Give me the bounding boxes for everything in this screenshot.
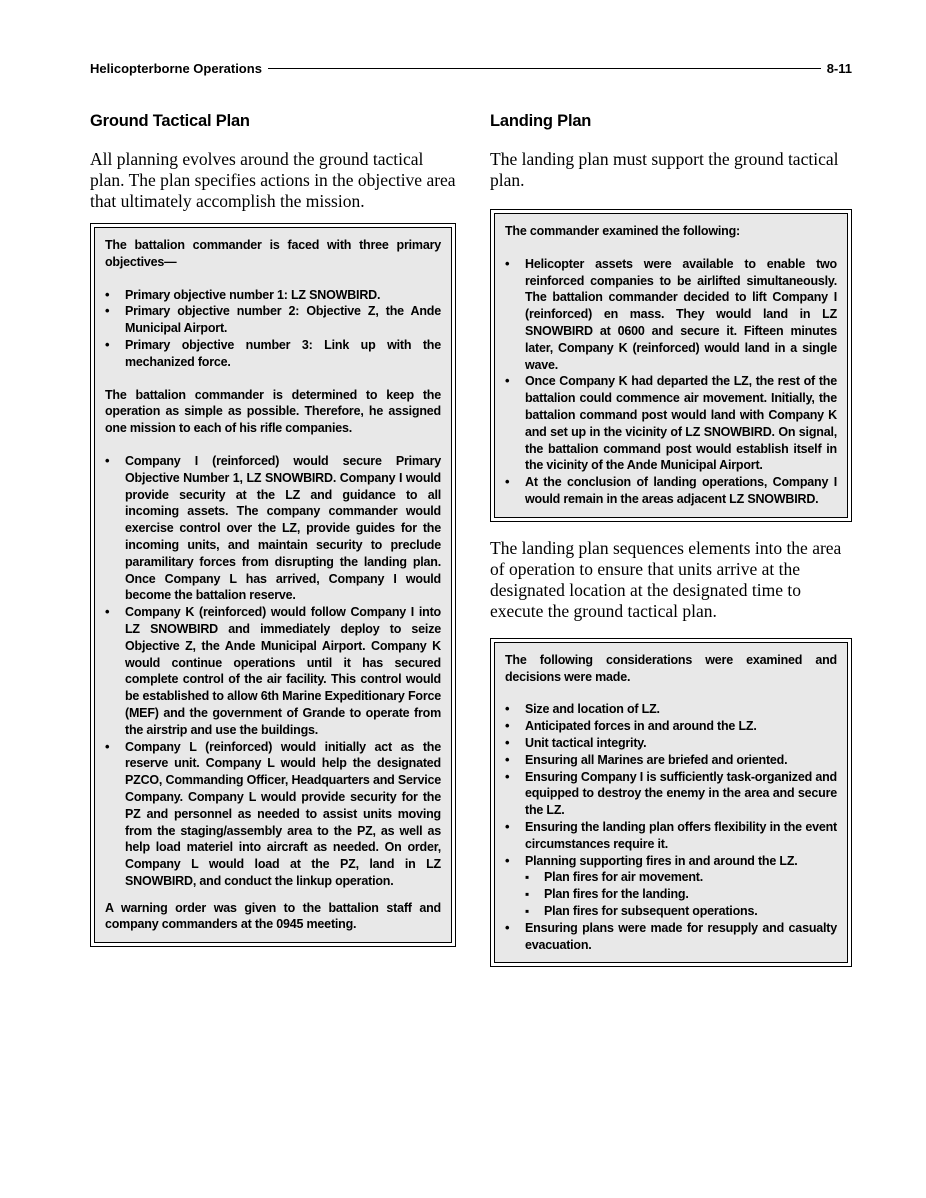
battalion-objectives-box [90,223,456,947]
list-item: • Anticipated forces in and around the LZ. [505,718,837,735]
list-item: • Primary objective number 3: Link up with the mechanized force. [105,337,441,371]
list-item: • Primary objective number 1: LZ SNOWBIRD. [105,287,441,304]
list-item: • Company K (reinforced) would follow Company I into LZ SNOWBIRD and immediately deploy to seize Objective Z, the Ande Municipal Airport. Company K would continue operations until it has secured complete control of the air facility. This control would be established to allow 6th Marine Expeditionary Force (MEF) and the government of Grande to operate from the airstrip and use the buildings. [105,604,441,738]
list-item: • Ensuring Company I is sufficiently task-organized and equipped to destroy the enemy in the area and secure the LZ. [505,769,837,819]
page-number: 8-11 [826,60,852,76]
considerations-box-inner [494,642,848,964]
list-item [505,853,837,920]
objectives-lead: The battalion commander is faced with three primary objectives— [105,238,441,269]
objectives-list [105,287,441,371]
considerations-lead: The following considerations were examined and decisions were made. [505,652,837,684]
header-rule [268,68,821,69]
list-item: • Company I (reinforced) would secure Primary Objective Number 1, LZ SNOWBIRD. Company I would provide security at the LZ and guidance to all incoming assets. The company commander would exercise control over the LZ, provide guides for the incoming units, and maintain security to preclude paramilitary forces from disrupting the landing plan. Once Company L has arrived, Company I would become the battalion reserve. [105,453,441,604]
list-item: • Size and location of LZ. [505,701,837,718]
company-missions-list [105,453,441,890]
list-item: • Ensuring plans were made for resupply and casualty evacuation. [505,920,837,954]
running-header [90,58,852,78]
list-item: • Company L (reinforced) would initially act as the reserve unit. Company L would help the designated PZCO, Commanding Officer, Headquarters and Service Company. Company L would provide security for the PZ and personnel as needed to assist units moving from the staging/assembly area to the PZ, as well as help load materiel into aircraft as needed. On order, Company L would load at the PZ, land in LZ SNOWBIRD, and conduct the linkup operation. [105,739,441,890]
sub-list-item: ▪ Plan fires for subsequent operations. [525,903,837,920]
left-column [90,112,456,947]
considerations-box [490,638,852,968]
list-item: • Once Company K had departed the LZ, the rest of the battalion could commence air movement. Initially, the battalion command post would land with Company K and set up in the vicinity of LZ SNOWBIRD. On signal, the battalion command post would establish itself in the vicinity of the Ande Municipal Airport. [505,373,837,474]
sub-list-item: ▪ Plan fires for air movement. [525,869,837,886]
right-column [490,112,852,967]
commander-examined-box-inner [494,213,848,518]
list-item: • Primary objective number 2: Objective Z, the Ande Municipal Airport. [105,303,441,337]
warning-order-text: A warning order was given to the battalion staff and company commanders at the 0945 meeting. [105,900,441,932]
sub-list-item: ▪ Plan fires for the landing. [525,886,837,903]
considerations-list [505,701,837,953]
list-item: • Ensuring the landing plan offers flexibility in the event circumstances require it. [505,819,837,853]
commander-examined-box [490,209,852,522]
battalion-objectives-box-inner [94,227,452,943]
header-title: Helicopterborne Operations [90,60,262,76]
examined-lead: The commander examined the following: [505,224,740,238]
landing-plan-intro: The landing plan must support the ground tactical plan. [490,149,839,190]
ground-tactical-plan-heading: Ground Tactical Plan [90,112,250,130]
list-item-text: Planning supporting fires in and around the LZ. [525,853,798,868]
list-item: • At the conclusion of landing operations, Company I would remain in the areas adjacent LZ SNOWBIRD. [505,474,837,508]
landing-plan-heading: Landing Plan [490,112,592,130]
mission-assignment-text: The battalion commander is determined to keep the operation as simple as possible. Therefore, he assigned one mission to each of his rifle companies. [105,387,441,436]
list-item: • Unit tactical integrity. [505,735,837,752]
list-item: • Helicopter assets were available to enable two reinforced companies to be airlifted simultaneously. The battalion commander decided to lift Company I (reinforced) en mass. They would land in LZ SNOWBIRD at 0600 and secure it. Fifteen minutes later, Company K (reinforced) would land in a single wave. [505,256,837,374]
examined-list [505,256,837,508]
ground-tactical-plan-intro: All planning evolves around the ground tactical plan. The plan specifies actions in the objective area that ultimately accomplish the mission. [90,149,456,211]
list-item: • Ensuring all Marines are briefed and oriented. [505,752,837,769]
landing-plan-sequence-text: The landing plan sequences elements into the area of operation to ensure that units arrive at the designated location at the designated time to execute the ground tactical plan. [490,537,842,621]
fires-sublist [525,869,837,919]
